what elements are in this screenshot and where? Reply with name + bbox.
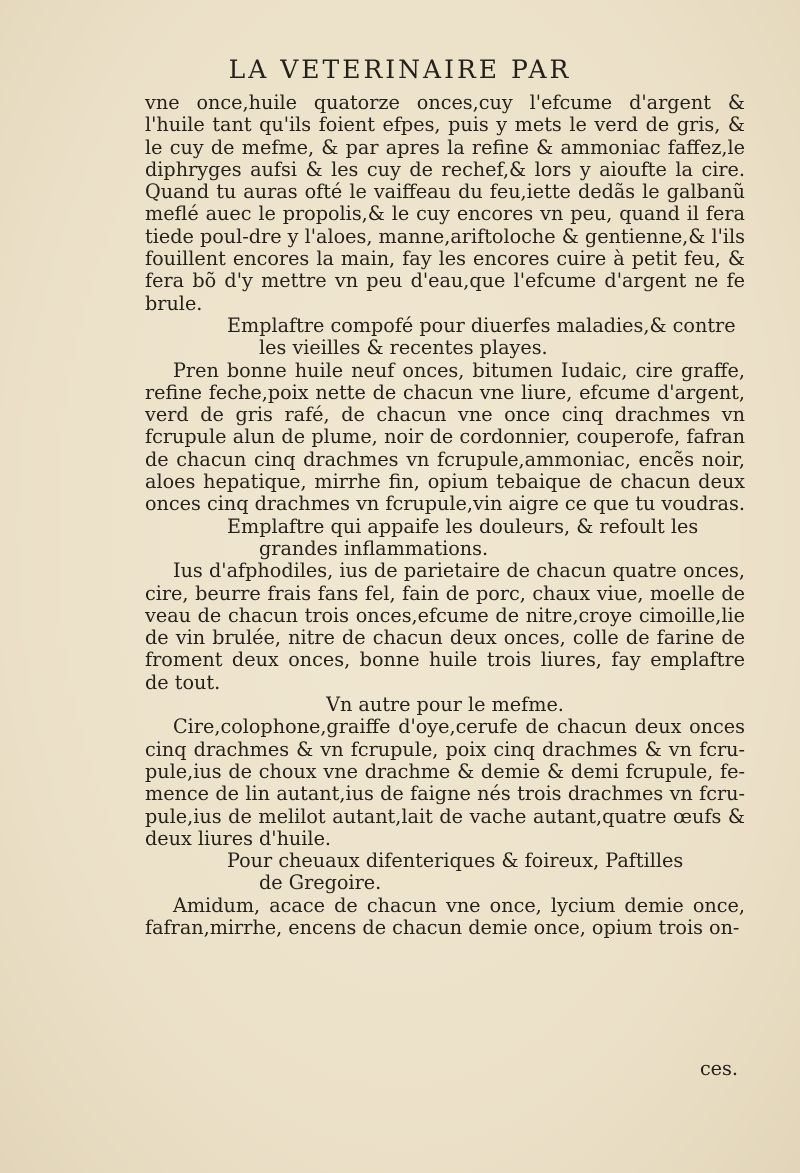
paragraph: vne once,huile quatorze onces,cuy l'efcume d'argent & l'huile tant qu'ils foient efpes, puis y mets le verd de gris, & le cuy de mefme, & par apres la refine & ammoniac faffez,le diphryges aufsi & les cuy de rechef,& lors y aioufte la cire. Quand tu auras ofté le vaiffeau du feu,iette dedãs le galbanũ meflé auec le propolis,& le cuy encores vn peu, quand il fera tiede poul-dre y l'aloes, manne,ariftoloche & gentienne,& l'ils fouillent encores la main, fay les encores cuire à petit feu, & fera bõ d'y mettre vn peu d'eau,que l'efcume d'argent ne fe brule. [145,91,745,315]
section-heading [145,315,745,360]
catchword: ces. [699,1057,738,1080]
heading-line: Emplaftre compofé pour diuerfes maladies,& contre [227,313,736,337]
heading-line: les vieilles & recentes playes. [259,336,548,360]
section-heading [145,516,745,561]
paragraph: Amidum, acace de chacun vne once, lycium demie once, fafran,mirrhe, encens de chacun demie once, opium trois on- [145,893,745,939]
text-block [145,92,745,939]
paragraph: Cire,colophone,graiffe d'oye,cerufe de chacun deux onces cinq drachmes & vn fcrupule, poix cinq drachmes & vn fcru-pule,ius de choux vne drachme & demie & demi fcrupule, fe-mence de lin autant,ius de faigne nés trois drachmes vn fcru-pule,ius de melilot autant,lait de vache autant,quatre œufs & deux liures d'huile. [145,715,745,850]
heading-line: Emplaftre qui appaife les douleurs, & refoult les [227,514,699,538]
heading-line: de Gregoire. [259,871,382,895]
section-heading [145,850,745,895]
running-head: LA VETERINAIRE PAR [228,55,572,84]
paragraph: Ius d'afphodiles, ius de parietaire de chacun quatre onces, cire, beurre frais fans fel, fain de porc, chaux viue, moelle de veau de chacun trois onces,efcume de nitre,croye cimoille,lie de vin brulée, nitre de chacun deux onces, colle de farine de froment deux onces, bonne huile trois liures, fay emplaftre de tout. [145,559,745,694]
section-heading: Vn autre pour le mefme. [326,693,564,717]
heading-line: grandes inflammations. [259,536,489,560]
heading-line: Pour cheuaux difenteriques & foireux, Paftilles [227,849,684,873]
paragraph: Pren bonne huile neuf onces, bitumen Iudaic, cire graffe, refine feche,poix nette de chacun vne liure, efcume d'argent, verd de gris rafé, de chacun vne once cinq drachmes vn fcrupule alun de plume, noir de cordonnier, couperofe, fafran de chacun cinq drachmes vn fcrupule,ammoniac, encẽs noir, aloes hepatique, mirrhe fin, opium tebaique de chacun deux onces cinq drachmes vn fcrupule,vin aigre ce que tu voudras. [145,358,745,516]
